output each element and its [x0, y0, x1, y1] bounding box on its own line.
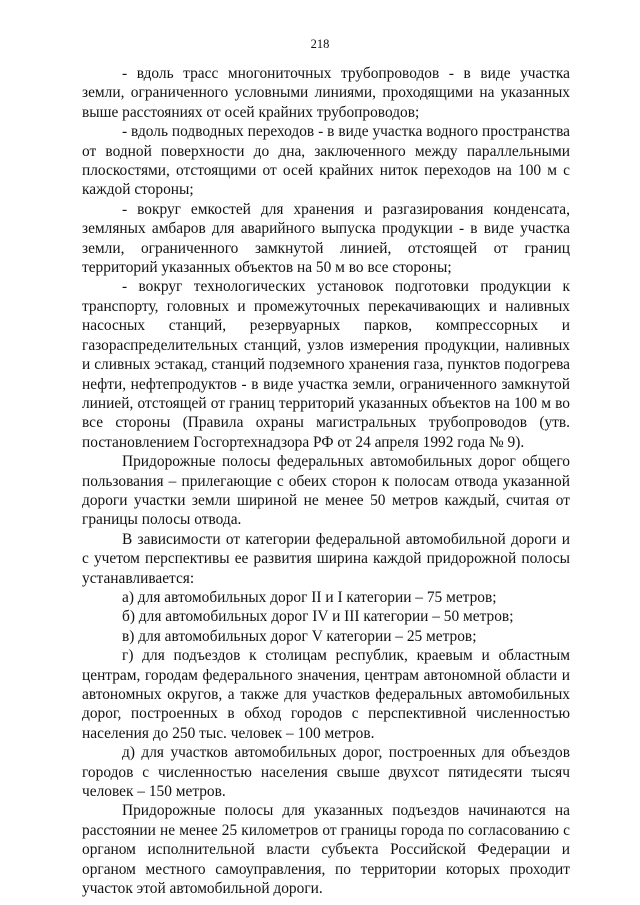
list-item-d: г) для подъездов к столицам республик, краевым и областным центрам, городам федерального значения, центрам автономной области и автономных округов, а также для участков федеральных автомобильных дорог, построенных в обход городов с перспективной численностью населения до 250 тыс. человек – 100 метров.: [82, 647, 570, 742]
paragraph-underwater-crossings: - вдоль подводных переходов - в виде участка водного пространства от водной поверхности до дна, заключенного между параллельными плоскостями, отстоящими от осей крайних ниток переходов на 100 м с каждой стороны;: [82, 123, 570, 199]
body-text: [82, 64, 570, 898]
paragraph-approach-roads: Придорожные полосы для указанных подъездов начинаются на расстоянии не менее 25 километров от границы города по согласованию с органом исполнительной власти субъекта Российской Федерации и органом местного самоуправления, по территории которых проходит участок этой автомобильной дороги.: [82, 802, 570, 898]
list-item-b: б) для автомобильных дорог IV и III категории – 50 метров;: [122, 608, 514, 626]
paragraph-road-category-intro: В зависимости от категории федеральной автомобильной дороги и с учетом перспективы ее развития ширина каждой придорожной полосы устанавливается:: [82, 530, 570, 587]
list-item-c: в) для автомобильных дорог V категории – 25 метров;: [122, 627, 477, 645]
paragraph-pipelines-multi: - вдоль трасс многониточных трубопроводов - в виде участка земли, ограниченного условными линиями, проходящими на указанных выше расстояниях от осей крайних трубопроводов;: [82, 65, 570, 121]
list-item-e: д) для участков автомобильных дорог, построенных для объездов городов с численностью населения свыше двухсот пятидесяти тысяч человек – 150 метров.: [82, 744, 570, 801]
paragraph-condensate-tanks: - вокруг емкостей для хранения и разгазирования конденсата, земляных амбаров для аварийного выпуска продукции - в виде участка земли, ограниченного замкнутой линией, отстоящей от границ территорий указанных объектов на 50 м во все стороны;: [82, 200, 570, 277]
paragraph-technological-installations: - вокруг технологических установок подготовки продукции к транспорту, головных и промежуточных перекачивающих и наливных насосных станций, резервуарных парков, компрессорных и газораспределительных станций, узлов измерения продукции, наливных и сливных эстакад, станций подземного хранения газа, пунктов подогрева нефти, нефтепродуктов - в виде участка земли, ограниченного замкнутой линией, отстоящей от границ территорий указанных объектов на 100 м во все стороны (Правила охраны магистральных трубопроводов (утв. постановлением Госгортехнадзора РФ от 24 апреля 1992 года № 9).: [82, 278, 570, 451]
list-item-a: а) для автомобильных дорог II и I категории – 75 метров;: [122, 588, 497, 606]
paragraph-roadside-strips: Придорожные полосы федеральных автомобильных дорог общего пользования – прилегающие с обеих сторон к полосам отвода указанной дороги участки земли шириной не менее 50 метров каждый, считая от границы полосы отвода.: [82, 453, 570, 529]
page-number: 218: [310, 37, 330, 51]
